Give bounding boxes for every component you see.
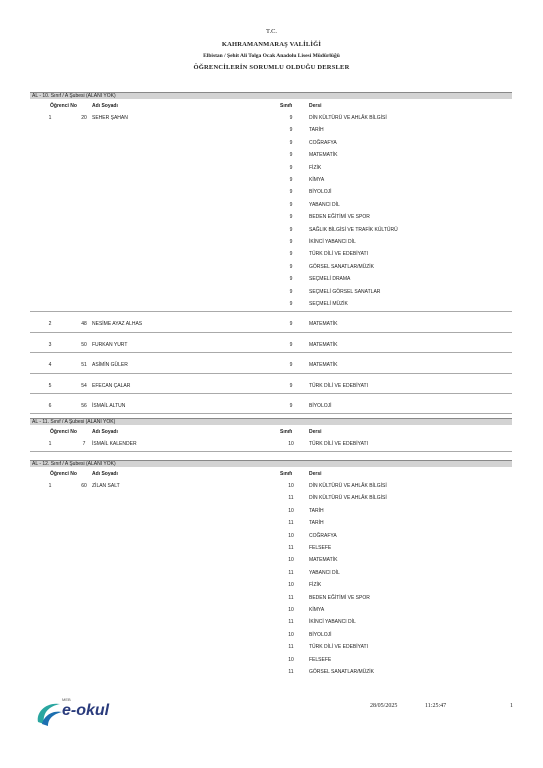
lesson-class: 9 (289, 139, 293, 146)
col-header-lesson: Dersi (309, 103, 322, 109)
section-header: AL - 11. Sınıf / A Şubesi (ALANI YOK) (30, 418, 512, 425)
lesson-class: 10 (288, 557, 294, 564)
e-okul-swoosh-icon (34, 694, 64, 730)
lesson-class: 11 (288, 594, 294, 601)
lesson-name: SEÇMELİ DRAMA (309, 276, 351, 283)
lesson-class: 10 (288, 631, 294, 638)
student-no: 50 (81, 341, 87, 348)
lesson-class: 11 (288, 545, 294, 551)
lesson-name: SEÇMELİ GÖRSEL SANATLAR (309, 288, 381, 295)
student-name: ZİLAN SALT (92, 483, 120, 489)
lesson-class: 9 (289, 341, 293, 348)
footer-page: 1 (510, 703, 513, 709)
lesson-class: 9 (289, 382, 293, 389)
lesson-name: FİZİK (309, 164, 322, 171)
lesson-name: TÜRK DİLİ VE EDEBİYATI (309, 644, 368, 651)
lesson-class: 9 (289, 226, 293, 233)
lesson-class: 10 (288, 507, 294, 514)
row-index: 5 (48, 382, 52, 389)
lesson-name: FELSEFE (309, 656, 332, 663)
row-separator (30, 352, 512, 353)
lesson-name: FELSEFE (309, 545, 332, 551)
col-header-class: Sınıfı (280, 471, 293, 477)
lesson-name: COĞRAFYA (309, 139, 337, 146)
lesson-name: SAĞLIK BİLGİSİ VE TRAFİK KÜLTÜRÜ (309, 226, 398, 233)
col-header-no: Öğrenci No (50, 429, 77, 435)
row-separator (30, 413, 512, 414)
col-header-lesson: Dersi (309, 429, 322, 435)
lesson-name: YABANCI DİL (309, 569, 340, 576)
lesson-name: BEDEN EĞİTİMİ VE SPOR (309, 214, 370, 221)
col-header-class: Sınıfı (280, 429, 293, 435)
lesson-class: 9 (289, 288, 293, 295)
row-index: 1 (48, 441, 52, 447)
lesson-name: BİYOLOJİ (309, 189, 332, 196)
lesson-class: 10 (288, 582, 294, 589)
lesson-name: DİN KÜLTÜRÜ VE AHLÂK BİLGİSİ (309, 483, 387, 489)
student-no: 51 (81, 362, 87, 369)
logo-text: e-okul (62, 702, 110, 719)
row-separator (30, 332, 512, 333)
lesson-class: 11 (288, 619, 294, 626)
student-no: 56 (81, 403, 87, 409)
lesson-name: BİYOLOJİ (309, 403, 332, 409)
col-header-lesson: Dersi (309, 471, 322, 477)
header-governorship: KAHRAMANMARAŞ VALİLİĞİ (221, 41, 322, 48)
student-name: EFECAN ÇALAR (92, 382, 131, 389)
lesson-class: 9 (289, 189, 293, 196)
lesson-class: 9 (289, 152, 293, 159)
lesson-name: YABANCI DİL (309, 201, 340, 208)
lesson-class: 11 (288, 569, 294, 576)
lesson-class: 9 (289, 276, 293, 283)
row-index: 2 (48, 321, 52, 328)
student-no: 7 (82, 441, 86, 447)
lesson-name: TARİH (309, 507, 324, 514)
lesson-class: 9 (289, 201, 293, 208)
student-no: 60 (81, 483, 87, 489)
lesson-class: 9 (289, 164, 293, 171)
col-header-name: Adı Soyadı (92, 103, 118, 109)
lesson-name: TÜRK DİLİ VE EDEBİYATI (309, 382, 368, 389)
student-no: 20 (81, 115, 87, 121)
section-header: AL - 10. Sınıf / A Şubesi (ALANI YOK) (30, 92, 512, 99)
lesson-class: 9 (289, 177, 293, 183)
lesson-name: TARİH (309, 520, 324, 527)
lesson-name: BEDEN EĞİTİMİ VE SPOR (309, 594, 370, 601)
lesson-class: 9 (289, 115, 293, 121)
lesson-class: 9 (289, 403, 293, 409)
student-name: SEHER ŞAHAN (92, 115, 128, 121)
lesson-name: DİN KÜLTÜRÜ VE AHLÂK BİLGİSİ (309, 115, 387, 121)
student-no: 54 (81, 382, 87, 389)
e-okul-logo (34, 694, 114, 730)
row-index: 3 (48, 341, 52, 348)
lesson-class: 9 (289, 263, 293, 270)
row-index: 4 (48, 362, 52, 369)
footer-date: 28/05/2025 (370, 703, 398, 709)
lesson-class: 11 (288, 644, 294, 651)
row-index: 1 (48, 115, 52, 121)
student-name: FURKAN YURT (92, 341, 128, 348)
row-separator (30, 393, 512, 394)
lesson-class: 9 (289, 239, 293, 245)
row-separator (30, 451, 512, 452)
lesson-name: MATEMATİK (309, 557, 338, 564)
lesson-class: 9 (289, 251, 293, 258)
lesson-name: TÜRK DİLİ VE EDEBİYATI (309, 251, 368, 258)
row-separator (30, 311, 512, 312)
row-separator (30, 373, 512, 374)
lesson-class: 9 (289, 362, 293, 369)
footer-time: 11:25:47 (425, 703, 447, 709)
page-title: ÖĞRENCİLERİN SORUMLU OLDUĞU DERSLER (193, 64, 350, 71)
lesson-name: KİMYA (309, 177, 325, 183)
lesson-name: SEÇMELİ MÜZİK (309, 301, 348, 307)
lesson-name: İKİNCİ YABANCI DİL (309, 239, 356, 245)
col-header-no: Öğrenci No (50, 471, 77, 477)
lesson-class: 10 (288, 607, 294, 613)
lesson-class: 9 (289, 301, 293, 307)
lesson-name: TARİH (309, 127, 324, 134)
lesson-name: MATEMATİK (309, 321, 338, 328)
lesson-class: 10 (288, 532, 294, 539)
row-index: 6 (48, 403, 52, 409)
lesson-name: GÖRSEL SANATLAR/MÜZİK (309, 669, 375, 675)
col-header-class: Sınıfı (280, 103, 293, 109)
lesson-class: 9 (289, 321, 293, 328)
lesson-name: İKİNCİ YABANCI DİL (309, 619, 356, 626)
header-school: Elbistan / Şehit Ali Tolga Ocak Anadolu Lisesi Müdürlüğü (203, 53, 340, 59)
lesson-class: 11 (288, 495, 294, 502)
student-name: İSMAİL KALENDER (92, 441, 137, 447)
lesson-class: 9 (289, 214, 293, 221)
lesson-name: KİMYA (309, 607, 325, 613)
lesson-name: MATEMATİK (309, 152, 338, 159)
student-no: 48 (81, 321, 87, 328)
row-index: 1 (48, 483, 52, 489)
lesson-class: 10 (288, 441, 294, 447)
lesson-class: 11 (288, 669, 294, 675)
lesson-name: MATEMATİK (309, 362, 338, 369)
lesson-class: 10 (288, 483, 294, 489)
col-header-name: Adı Soyadı (92, 429, 118, 435)
lesson-name: DİN KÜLTÜRÜ VE AHLÂK BİLGİSİ (309, 495, 387, 502)
logo-meb-text: MEB (62, 697, 71, 702)
header-tc: T.C. (265, 28, 278, 35)
col-header-no: Öğrenci No (50, 103, 77, 109)
col-header-name: Adı Soyadı (92, 471, 118, 477)
lesson-class: 10 (288, 656, 294, 663)
lesson-name: TÜRK DİLİ VE EDEBİYATI (309, 441, 368, 447)
lesson-class: 11 (288, 520, 294, 527)
lesson-name: COĞRAFYA (309, 532, 337, 539)
student-name: ASİMİN GÜLER (92, 362, 128, 369)
student-name: İSMAİL ALTUN (92, 403, 126, 409)
student-name: NESİME AYAZ ALHAS (92, 321, 143, 328)
lesson-name: FİZİK (309, 582, 322, 589)
lesson-name: MATEMATİK (309, 341, 338, 348)
lesson-name: BİYOLOJİ (309, 631, 332, 638)
lesson-name: GÖRSEL SANATLAR/MÜZİK (309, 263, 375, 270)
lesson-class: 9 (289, 127, 293, 134)
section-header: AL - 12. Sınıf / A Şubesi (ALANI YOK) (30, 460, 512, 467)
